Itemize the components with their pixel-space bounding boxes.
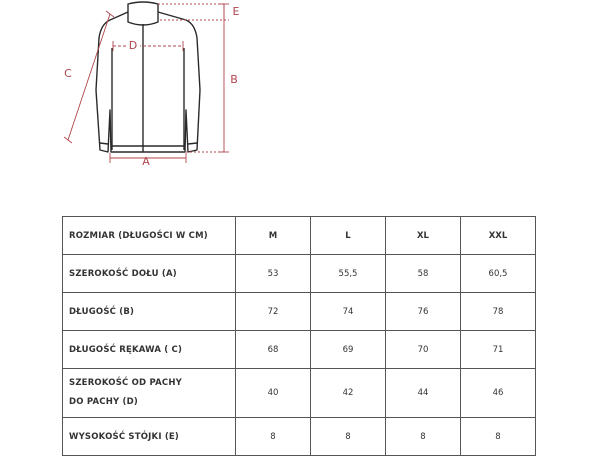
table-cell: 72: [236, 293, 311, 331]
table-cell: 42: [311, 369, 386, 418]
dimension-e-line: [160, 4, 229, 20]
jacket-size-diagram: [0, 0, 260, 180]
dimension-b-label: B: [230, 73, 238, 86]
table-cell: 71: [461, 331, 536, 369]
dimension-a-label: A: [142, 155, 150, 168]
header-label: ROZMIAR (DŁUGOŚCI W CM): [63, 217, 236, 255]
row-label: DŁUGOŚĆ (B): [63, 293, 236, 331]
size-m-header: M: [236, 217, 311, 255]
table-cell: 55,5: [311, 255, 386, 293]
table-header-row: [63, 217, 536, 255]
row-label: DŁUGOŚĆ RĘKAWA ( C): [63, 331, 236, 369]
table-cell: 78: [461, 293, 536, 331]
table-cell: 60,5: [461, 255, 536, 293]
table-row: [63, 369, 536, 418]
row-label-line-2: DO PACHY (D): [69, 397, 138, 407]
table-cell: 8: [461, 418, 536, 456]
dimension-e-label: E: [232, 5, 240, 18]
size-chart-table: [62, 216, 536, 456]
jacket-outline-icon: [96, 2, 200, 152]
table-row: [63, 293, 536, 331]
size-l-header: L: [311, 217, 386, 255]
table-cell: 74: [311, 293, 386, 331]
row-label: [63, 369, 236, 418]
row-label: WYSOKOŚĆ STÓJKI (E): [63, 418, 236, 456]
row-label: SZEROKOŚĆ DOŁU (A): [63, 255, 236, 293]
table-cell: 53: [236, 255, 311, 293]
table-cell: 69: [311, 331, 386, 369]
dimension-d-label: D: [128, 39, 138, 52]
row-label-line-1: SZEROKOŚĆ OD PACHY: [69, 378, 182, 388]
table-cell: 58: [386, 255, 461, 293]
table-row: [63, 255, 536, 293]
size-xxl-header: XXL: [461, 217, 536, 255]
table-cell: 68: [236, 331, 311, 369]
table-cell: 76: [386, 293, 461, 331]
dimension-d-line: [113, 41, 183, 51]
table-cell: 8: [311, 418, 386, 456]
size-xl-header: XL: [386, 217, 461, 255]
table-cell: 8: [386, 418, 461, 456]
table-cell: 40: [236, 369, 311, 418]
table-cell: 70: [386, 331, 461, 369]
table-cell: 46: [461, 369, 536, 418]
table-cell: 8: [236, 418, 311, 456]
table-row: [63, 331, 536, 369]
table-cell: 44: [386, 369, 461, 418]
dimension-c-label: C: [64, 67, 72, 80]
